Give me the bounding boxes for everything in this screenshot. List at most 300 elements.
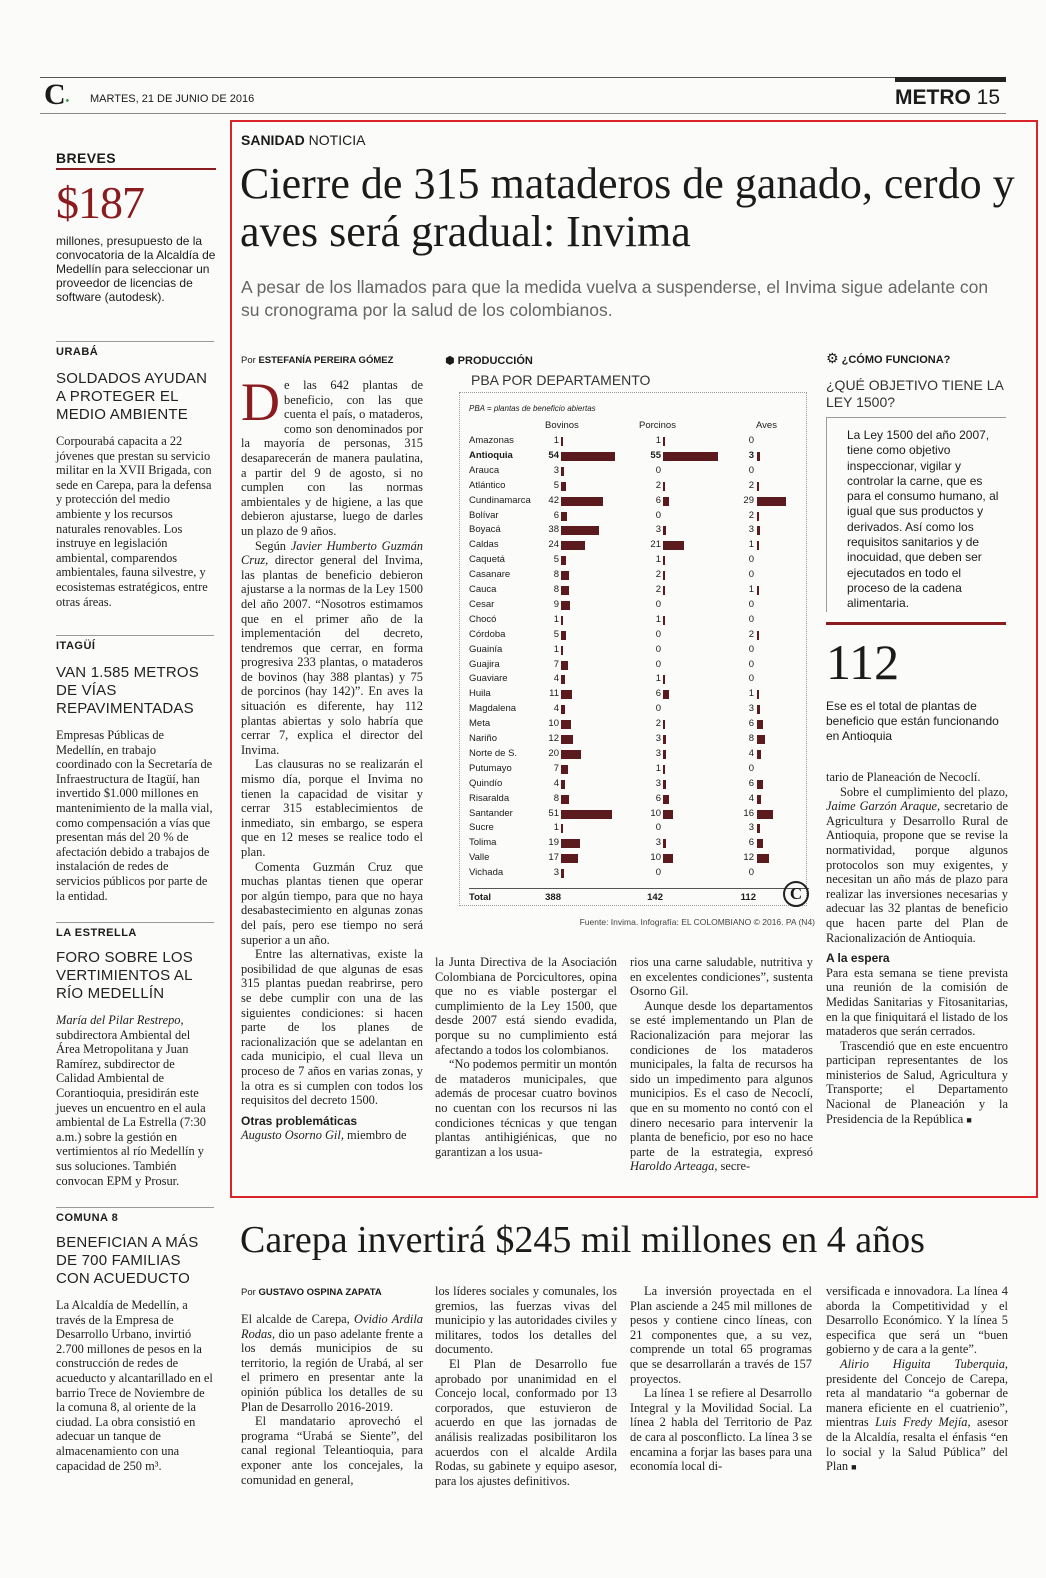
chart-row bbox=[469, 523, 809, 538]
bar-aves bbox=[757, 839, 763, 848]
chart-row bbox=[469, 658, 809, 673]
value-label: 5 bbox=[553, 554, 559, 566]
value-label: 11 bbox=[549, 688, 559, 700]
second-c2-p2: El Plan de Desarrollo fue aprobado por unanimidad en el Concejo local, conformado por 13 corporados, que estuvieron de acuerdo en que las jornadas de análisis realizadas posibilitaron los acuerdos con el alcalde Ardila Rodas, su gabinete y equipo asesor, para los ajustes definitivos. bbox=[435, 1356, 617, 1488]
brief-body: Empresas Públicas de Medellín, en trabajo coordinado con la Secretaría de Infraestructura de Itagüí, han invertido $1.000 millones en mantenimiento de la malla vial, como compensación a vías que presentan más del 20 % de afectación debido a trabajos de instalación de redes de servicios públicos por parte de la entidad. bbox=[56, 728, 213, 903]
como-funciona-answer: La Ley 1500 del año 2007, tiene como objetivo inspeccionar, vigilar y controlar la carne, que es para el consumo humano, al igual que sus productos y derivados. Así como los requisitos sanitarios y de inocuidad, que deben ser ejecutados en todo el proceso de la cadena alimentaria. bbox=[826, 417, 1006, 612]
name-italic: Augusto Osorno Gil, bbox=[241, 1128, 344, 1143]
bar-porcinos bbox=[663, 556, 665, 565]
value-label: 1 bbox=[553, 613, 559, 625]
value-label: 4 bbox=[553, 777, 559, 789]
value-label: 10 bbox=[650, 852, 661, 864]
row-label: Caldas bbox=[469, 539, 499, 551]
bar-porcinos bbox=[663, 526, 666, 535]
bar-bovinos bbox=[561, 824, 563, 833]
value-label: 2 bbox=[655, 479, 661, 491]
brief-headline: SOLDADOS AYUDAN A PROTEGER EL MEDIO AMBIENTE bbox=[56, 370, 208, 423]
bar-bovinos bbox=[561, 556, 566, 565]
name-italic: Alirio Higuita Tuberquia, bbox=[840, 1356, 1008, 1371]
bar-porcinos bbox=[663, 616, 665, 625]
chart-row bbox=[469, 732, 809, 747]
byline-name: ESTEFANÍA PEREIRA GÓMEZ bbox=[258, 355, 394, 366]
issue-date: MARTES, 21 DE JUNIO DE 2016 bbox=[90, 93, 255, 105]
bar-aves bbox=[757, 541, 759, 550]
chart-row bbox=[469, 449, 809, 464]
value-label: 5 bbox=[553, 479, 559, 491]
bar-bovinos bbox=[561, 854, 578, 863]
value-label: 1 bbox=[655, 613, 661, 625]
bar-bovinos bbox=[561, 839, 580, 848]
value-label: 3 bbox=[655, 524, 661, 536]
name-italic: Javier Humberto Guzmán Cruz, bbox=[241, 538, 423, 568]
value-label: 0 bbox=[748, 613, 754, 625]
main-deck: A pesar de los llamados para que la medida vuelva a suspenderse, el Invima sigue adelante con su cronograma por la salud de los colombianos. bbox=[241, 277, 989, 320]
bar-porcinos bbox=[663, 452, 718, 461]
row-label: Cesar bbox=[469, 598, 495, 610]
brief-body-text: subdirectora Ambiental del Área Metropolitana y Juan Ramírez, subdirector de Calidad Ambiental de Corantioquia, presidirán este jueves un encuentro en el aula ambiental de La Estrella (7:30 a.m.) sobre la gestión en vertimientos al río Medellín y sus soluciones. También convocan EPM y Prosur. bbox=[56, 1027, 207, 1188]
chart-note: PBA = plantas de beneficio abiertas bbox=[469, 404, 596, 413]
chart-row bbox=[469, 762, 809, 777]
chart-source: Fuente: Invima. Infografía: EL COLOMBIANO © 2016. PA (N4) bbox=[579, 917, 815, 927]
chart-row bbox=[469, 583, 809, 598]
value-label: 4 bbox=[748, 792, 754, 804]
value-label: 12 bbox=[743, 852, 754, 864]
bar-porcinos bbox=[663, 482, 665, 491]
row-label: Bolívar bbox=[469, 509, 499, 521]
bar-bovinos bbox=[561, 735, 573, 744]
value-label: 1 bbox=[553, 822, 559, 834]
bar-porcinos bbox=[663, 675, 665, 684]
chart-row bbox=[469, 792, 809, 807]
chart-row bbox=[469, 643, 809, 658]
brief-kicker: COMUNA 8 bbox=[56, 1212, 119, 1224]
bar-aves bbox=[757, 720, 763, 729]
bar-aves bbox=[757, 452, 760, 461]
bar-porcinos bbox=[663, 720, 665, 729]
row-label: Chocó bbox=[469, 613, 497, 625]
value-label: 6 bbox=[748, 718, 754, 730]
value-label: 1 bbox=[655, 435, 661, 446]
chart-row bbox=[469, 866, 809, 881]
elcolombiano-logo: C bbox=[783, 881, 809, 907]
col1-p5: Entre las alternativas, existe la posibilidad de que algunas de esas 315 plantas puedan reabrirse, pero se debe cumplir con una de las siguientes condiciones: si hacen parte de los planes de racionalización que se adelantan en cada municipio, el cual lleva un proceso de 7 años en varias zonas, y la otra es si cumplen con todos los requisitos del decreto 1500. bbox=[241, 947, 423, 1108]
value-label: 2 bbox=[748, 479, 754, 491]
row-label: Cundinamarca bbox=[469, 494, 531, 506]
gears-icon: ⚙ bbox=[826, 350, 839, 366]
brief-body: La Alcaldía de Medellín, a través de la Empresa de Desarrollo Urbano, invirtió 2.700 millones de pesos en la construcción de redes de acueducto y alcantarillado en el barrio Trece de Noviembre de la comuna 8, al oriente de la ciudad. La obra consistió en adecuar un tanque de almacenamiento con una capacidad de 250 m³. bbox=[56, 1298, 213, 1473]
value-label: 7 bbox=[553, 658, 559, 670]
col1-p1: e las 642 plantas de beneficio, con las que cuenta el país, o mataderos, como son denominados por la mayoría de personas, 315 desaparecerán de manera paulatina, a partir del 9 de agosto, si no cumplen con las normas ambientales y de higiene, a las que debieron ajustarse, luego de darles un plazo de 9 años. bbox=[241, 378, 423, 538]
value-label: 6 bbox=[655, 494, 661, 506]
chart-rows bbox=[469, 434, 809, 884]
bar-aves bbox=[757, 586, 759, 595]
bar-bovinos bbox=[561, 705, 565, 714]
value-label: 1 bbox=[748, 539, 754, 551]
value-label: 2 bbox=[748, 628, 754, 640]
chart-production bbox=[445, 354, 815, 942]
row-label: Risaralda bbox=[469, 792, 510, 804]
value-label: 6 bbox=[655, 688, 661, 700]
series-header-bovinos: Bovinos bbox=[545, 420, 579, 431]
brief-kicker: ITAGÜÍ bbox=[56, 640, 96, 652]
row-label: Sucre bbox=[469, 822, 494, 834]
main-byline bbox=[241, 355, 393, 366]
value-label: 0 bbox=[655, 822, 661, 834]
bar-porcinos bbox=[663, 690, 669, 699]
value-label: 4 bbox=[553, 703, 559, 715]
chart-row bbox=[469, 687, 809, 702]
bar-bovinos bbox=[561, 601, 570, 610]
bar-bovinos bbox=[561, 720, 571, 729]
byline-name: GUSTAVO OSPINA ZAPATA bbox=[258, 1287, 382, 1298]
second-col-2 bbox=[435, 1284, 617, 1488]
bar-porcinos bbox=[663, 765, 665, 774]
story-kicker bbox=[241, 132, 365, 148]
como-funciona-question: ¿QUÉ OBJETIVO TIENE LA LEY 1500? bbox=[826, 377, 1004, 410]
row-label: Caquetá bbox=[469, 554, 505, 566]
row-label: Tolima bbox=[469, 837, 497, 849]
value-label: 3 bbox=[748, 703, 754, 715]
bar-bovinos bbox=[561, 646, 563, 655]
breves-label: BREVES bbox=[56, 150, 116, 166]
masthead-rule bbox=[40, 113, 1006, 114]
value-label: 54 bbox=[548, 449, 559, 461]
breves-rule bbox=[56, 168, 216, 170]
value-label: 0 bbox=[748, 569, 754, 581]
value-label: 4 bbox=[748, 747, 754, 759]
name-italic: Luis Fredy Mejía, bbox=[875, 1415, 971, 1430]
brief-uraba bbox=[56, 341, 214, 609]
value-label: 7 bbox=[553, 762, 559, 774]
chart-title: ⬢ PRODUCCIÓN bbox=[445, 355, 533, 367]
bar-bovinos bbox=[561, 482, 566, 491]
second-c2-p1: los líderes sociales y comunales, los gremios, las fuerzas vivas del municipio y las autoridades civiles y militares, todos los detalles del documento. bbox=[435, 1284, 617, 1357]
value-label: 0 bbox=[655, 628, 661, 640]
value-label: 9 bbox=[553, 598, 559, 610]
bar-bovinos bbox=[561, 571, 569, 580]
row-label: Guajira bbox=[469, 658, 500, 670]
bar-porcinos bbox=[663, 810, 673, 819]
value-label: 21 bbox=[650, 539, 661, 551]
value-label: 38 bbox=[548, 524, 559, 536]
brief-la-estrella bbox=[56, 922, 214, 1188]
bar-bovinos bbox=[561, 675, 565, 684]
value-label: 2 bbox=[655, 569, 661, 581]
value-label: 0 bbox=[655, 509, 661, 521]
value-label: 1 bbox=[655, 554, 661, 566]
row-label: Santander bbox=[469, 807, 513, 819]
chart-row bbox=[469, 538, 809, 553]
chart-subtitle: PBA POR DEPARTAMENTO bbox=[471, 372, 651, 388]
como-funciona-box bbox=[826, 350, 1006, 612]
brief-kicker: LA ESTRELLA bbox=[56, 927, 137, 939]
chart-row bbox=[469, 821, 809, 836]
stat-text: Ese es el total de plantas de beneficio que están funcionando en Antioquia bbox=[826, 699, 999, 743]
chart-row bbox=[469, 553, 809, 568]
bar-bovinos bbox=[561, 765, 568, 774]
second-c3-p1: La inversión proyectada en el Plan asciende a 245 mil millones de pesos y contiene cinco líneas, con 21 componentes que, a su vez, comprende un total 65 programas que se desarrollarán a través de 157 proyectos. bbox=[630, 1284, 812, 1386]
series-header-porcinos: Porcinos bbox=[639, 420, 676, 431]
bar-aves bbox=[757, 735, 765, 744]
value-label: 8 bbox=[553, 584, 559, 595]
value-label: 8 bbox=[553, 569, 559, 581]
value-label: 20 bbox=[548, 747, 559, 759]
row-label: Valle bbox=[469, 852, 490, 864]
chart-row bbox=[469, 628, 809, 643]
chart-row bbox=[469, 494, 809, 509]
bar-aves bbox=[757, 631, 759, 640]
bar-porcinos bbox=[663, 497, 669, 506]
chart-row bbox=[469, 509, 809, 524]
bar-bovinos bbox=[561, 586, 569, 595]
value-label: 10 bbox=[548, 718, 559, 730]
row-label: Córdoba bbox=[469, 628, 506, 640]
brief-itagui bbox=[56, 635, 214, 903]
row-label: Boyacá bbox=[469, 524, 501, 536]
value-label: 1 bbox=[553, 643, 559, 655]
bar-bovinos bbox=[561, 869, 564, 878]
bar-bovinos bbox=[561, 690, 572, 699]
value-label: 3 bbox=[748, 524, 754, 536]
bar-bovinos bbox=[561, 452, 615, 461]
col2-p1: la Junta Directiva de la Asociación Colombiana de Porcicultores, opina que no es viable postergar el cumplimiento de la Ley 1500, que desde 2007 está siendo evadida, porque su no cumplimiento está afectando a todos los colombianos. bbox=[435, 955, 617, 1057]
chart-row bbox=[469, 568, 809, 583]
subhead-otras: Otras problemáticas bbox=[241, 1113, 358, 1128]
value-label: 16 bbox=[743, 807, 754, 819]
second-headline: Carepa invertirá $245 mil millones en 4 años bbox=[240, 1219, 925, 1261]
bar-aves bbox=[757, 780, 763, 789]
value-label: 5 bbox=[553, 628, 559, 640]
value-label: 3 bbox=[655, 777, 661, 789]
value-label: 3 bbox=[655, 733, 661, 744]
value-label: 0 bbox=[748, 867, 754, 879]
bar-aves bbox=[757, 497, 786, 506]
value-label: 1 bbox=[655, 762, 661, 774]
row-label: Guaviare bbox=[469, 673, 508, 685]
brief-headline: BENEFICIAN A MÁS DE 700 FAMILIAS CON ACUEDUCTO bbox=[56, 1234, 199, 1287]
second-col-1: El alcalde de Carepa, Ovidio Ardila Rodas, dio un paso adelante frente a los demás municipios de su territorio, la región de Urabá, al ser el primero en presentar ante la opinión pública los detalles de su Plan de Desarrollo 2016-2019. El mandatario aprovechó el programa “Urabá se Siente”, del canal regional Teleantioquia, para exponer ante los concejales, la comunidad en general, bbox=[241, 1312, 424, 1487]
brief-italic-name: María del Pilar Restrepo, bbox=[56, 1013, 184, 1027]
name-italic: Haroldo Arteaga, bbox=[630, 1159, 718, 1174]
brief-body bbox=[56, 1013, 214, 1188]
value-label: 2 bbox=[655, 584, 661, 595]
second-byline bbox=[241, 1287, 382, 1298]
value-label: 1 bbox=[655, 673, 661, 685]
page-number: 15 bbox=[976, 86, 1001, 109]
chart-row bbox=[469, 836, 809, 851]
main-col-4: tario de Planeación de Necoclí. Sobre el cumplimiento del plazo, Jaime Garzón Araque, secretario de Agricultura y Desarrollo Rural de Antioquia, propone que se revise la normatividad, porque algunos protocolos son muy exigentes, y necesitan un año más de plazo para realizar las inversiones necesarias y adecuar las 32 plantas de beneficio que hacen parte del Plan de Racionalización de Antioquia. A la espera Para esta semana se tiene prevista una reunión de la comisión de Medidas Sanitarias y Fitosanitarias, en la que finiquitará el listado de los mataderos que serán cerrados. Trascendió que en este encuentro participan representantes de los ministerios de Salud, Agricultura y Transporte; el Departamento Nacional de Planeación y la Presidencia de la República ■ bbox=[826, 770, 1009, 1126]
story-section: SANIDAD bbox=[241, 132, 305, 148]
value-label: 2 bbox=[655, 718, 661, 730]
value-label: 3 bbox=[553, 464, 559, 476]
bar-porcinos bbox=[663, 586, 665, 595]
value-label: 4 bbox=[553, 673, 559, 685]
breves-column bbox=[56, 150, 216, 304]
value-label: 0 bbox=[748, 554, 754, 566]
bar-bovinos bbox=[561, 810, 612, 819]
bar-bovinos bbox=[561, 795, 569, 804]
col3-p1: rios una carne saludable, nutritiva y en excelentes condiciones”, sustenta Osorno Gil. bbox=[630, 955, 813, 999]
bar-aves bbox=[757, 854, 769, 863]
second-c4-p1: versificada e innovadora. La línea 4 aborda la Competitividad y el Desarrollo Económico. Y la línea 5 especifica que será un “buen gobierno y de cara a la gente”. bbox=[826, 1284, 1008, 1357]
stat-box bbox=[826, 622, 1006, 744]
byline-prefix: Por bbox=[241, 355, 256, 366]
row-label: Antioquia bbox=[469, 449, 513, 461]
bar-aves bbox=[757, 824, 760, 833]
value-label: 3 bbox=[655, 747, 661, 759]
bar-porcinos bbox=[663, 437, 665, 446]
bar-porcinos bbox=[663, 780, 666, 789]
value-label: 3 bbox=[655, 837, 661, 849]
value-label: 0 bbox=[748, 643, 754, 655]
value-label: 0 bbox=[748, 598, 754, 610]
antioquia-map-icon: ⬢ bbox=[445, 355, 455, 367]
chart-row bbox=[469, 851, 809, 866]
main-col-2 bbox=[435, 955, 617, 1159]
value-label: 2 bbox=[748, 509, 754, 521]
value-label: 51 bbox=[548, 807, 559, 819]
chart-row bbox=[469, 702, 809, 717]
name-italic: Jaime Garzón Araque, bbox=[826, 799, 941, 814]
value-label: 17 bbox=[548, 852, 559, 864]
bar-bovinos bbox=[561, 512, 567, 521]
bar-bovinos bbox=[561, 750, 581, 759]
chart-row bbox=[469, 747, 809, 762]
chart-row bbox=[469, 613, 809, 628]
row-label: Meta bbox=[469, 718, 491, 730]
brief-comuna-8 bbox=[56, 1207, 214, 1473]
row-label: Cauca bbox=[469, 584, 497, 595]
row-label: Amazonas bbox=[469, 435, 514, 446]
brief-body: Corpourabá capacita a 22 jóvenes que prestan su servicio militar en la XVII Brigada, con sede en Carepa, para la defensa y protección del medio ambiente y los recursos naturales renovables. Los instruye en legislación ambiental, comparendos ambientales, fauna silvestre, y ecosistemas estratégicos, entre otras áreas. bbox=[56, 434, 212, 609]
row-label: Arauca bbox=[469, 464, 500, 476]
chart-row bbox=[469, 479, 809, 494]
row-label: Norte de S. bbox=[469, 747, 518, 759]
value-label: 1 bbox=[748, 584, 754, 595]
col4-p3: Para esta semana se tiene prevista una reunión de la comisión de Medidas Sanitarias y Fitosanitarias, en la que finiquitará el listado de los mataderos que serán cerrados. bbox=[826, 965, 1008, 1039]
value-label: 3 bbox=[748, 822, 754, 834]
value-label: 55 bbox=[650, 449, 661, 461]
value-label: 6 bbox=[655, 792, 661, 804]
bar-aves bbox=[757, 482, 759, 491]
newspaper-logo: C• bbox=[44, 78, 70, 111]
drop-cap: D bbox=[241, 372, 280, 432]
total-value: 388 bbox=[545, 892, 561, 903]
value-label: 12 bbox=[548, 733, 559, 744]
bar-bovinos bbox=[561, 780, 565, 789]
row-label: Huila bbox=[469, 688, 491, 700]
total-value: 142 bbox=[647, 892, 663, 903]
value-label: 3 bbox=[553, 867, 559, 879]
col1-p4: Comenta Guzmán Cruz que muchas plantas tienen que operar por algún tiempo, para que no haya desabastecimiento en algunas zonas del país, pero ese tiempo no será superior a un año. bbox=[241, 859, 423, 947]
top-rule bbox=[40, 77, 1006, 78]
value-label: 0 bbox=[748, 673, 754, 685]
value-label: 0 bbox=[655, 464, 661, 476]
subhead-espera: A la espera bbox=[826, 951, 890, 966]
value-label: 0 bbox=[655, 867, 661, 879]
row-label: Vichada bbox=[469, 867, 504, 879]
row-label: Magdalena bbox=[469, 703, 517, 715]
bar-aves bbox=[757, 512, 759, 521]
value-label: 8 bbox=[748, 733, 754, 744]
row-label: Guainía bbox=[469, 643, 503, 655]
value-label: 3 bbox=[748, 449, 754, 461]
brief-headline: VAN 1.585 METROS DE VÍAS REPAVIMENTADAS bbox=[56, 664, 199, 717]
breves-big-number: $187 bbox=[56, 177, 144, 228]
value-label: 6 bbox=[553, 509, 559, 521]
breves-big-number-text: millones, presupuesto de la convocatoria de la Alcaldía de Medellín para seleccionar un proveedor de licencias de software (autodesk). bbox=[56, 234, 216, 304]
value-label: 1 bbox=[748, 688, 754, 700]
second-col-4: versificada e innovadora. La línea 4 aborda la Competitividad y el Desarrollo Económico. Y la línea 5 especifica que será un “buen gobierno y de cara a la gente”. Alirio Higuita Tuberquia, presidente del Concejo de Carepa, reta al mandatario “a gobernar de manera eficiente en el cuatrienio”, mientras Luis Fredy Mejía, asesor de la Alcaldía, resalta el énfasis “en lo social y la Salud Pública” del Plan ■ bbox=[826, 1284, 1008, 1474]
stat-number: 112 bbox=[826, 634, 900, 690]
row-label: Atlántico bbox=[469, 479, 506, 491]
value-label: 1 bbox=[553, 435, 559, 446]
col2-p2: “No podemos permitir un montón de mataderos municipales, que además de procesar cuatro bovinos no cuentan con los recursos ni las condiciones técnicas y que tengan plantas antihigiénicas, que no garantizan a los usua- bbox=[435, 1057, 617, 1159]
row-label: Casanare bbox=[469, 569, 511, 581]
total-value: 112 bbox=[740, 892, 756, 903]
story-type: NOTICIA bbox=[308, 132, 366, 148]
bar-aves bbox=[757, 750, 761, 759]
byline-prefix: Por bbox=[241, 1287, 256, 1298]
value-label: 29 bbox=[743, 494, 754, 506]
bar-porcinos bbox=[663, 839, 666, 848]
chart-row bbox=[469, 598, 809, 613]
value-label: 0 bbox=[655, 643, 661, 655]
value-label: 0 bbox=[655, 658, 661, 670]
second-col-3 bbox=[630, 1284, 812, 1474]
main-col-3: rios una carne saludable, nutritiva y en excelentes condiciones”, sustenta Osorno Gil. Aunque desde los departamentos se esté implementando un Plan de Racionalización para mejorar las condiciones de los mataderos municipales, la falta de recursos ha sido un impedimento para algunos municipios. Es el caso de Necoclí, que en su momento no contó con el dinero necesario para intervenir la planta de beneficio, por eso no hace parte de la estrategia, expresó Haroldo Arteaga, secre- bbox=[630, 955, 813, 1174]
value-label: 0 bbox=[655, 703, 661, 715]
main-col-1: De las 642 plantas de beneficio, con las que cuenta el país, o mataderos, como son denominados por la mayoría de personas, 315 desaparecerán de manera paulatina, a partir del 9 de agosto, si no cumplen con las normas ambientales y de higiene, a las que debieron ajustarse, luego de darles un plazo de 9 años. Según Javier Humberto Guzmán Cruz, director general del Invima, las plantas de beneficio debieron ajustarse a la normas de la Ley 1500 del año 2007. “Nosotros estimamos que en el primer año de la implementación del decreto, tendremos que cerrar, en forma progresiva 233 plantas, o mataderos de bovinos (hay 388 plantas) y 75 de porcinos (hay 142)”. En aves la situación es diferente, hay 112 plantas abiertas y solo habría que cerrar 7, explica el director del Invima. Las clausuras no se realizarán el mismo día, porque el Invima no tienen la capacidad de visitar y cerrar 315 establecimientos de inmediato, sin embargo, se espera que en 12 meses se realice todo el plan. Comenta Guzmán Cruz que muchas plantas tienen que operar por algún tiempo, para que no haya desabastecimiento en algunas zonas del país, pero ese tiempo no será superior a un año. Entre las alternativas, existe la posibilidad de que algunas de esas 315 plantas puedan reabrirse, pero se debe cumplir con una de las siguientes condiciones: si hacen parte de los planes de racionalización que se adelantan en cada municipio, el cual lleva un proceso de 7 años en varias zonas, y la otra es si cumplen con todos los requisitos del decreto 1500. Otras problemáticas Augusto Osorno Gil, miembro de bbox=[241, 372, 423, 1143]
chart-row bbox=[469, 717, 809, 732]
value-label: 42 bbox=[548, 494, 559, 506]
bar-aves bbox=[757, 690, 759, 699]
bar-aves bbox=[757, 810, 773, 819]
total-label: Total bbox=[469, 892, 491, 903]
bar-bovinos bbox=[561, 616, 563, 625]
bar-porcinos bbox=[663, 854, 673, 863]
bar-bovinos bbox=[561, 437, 563, 446]
main-headline: Cierre de 315 mataderos de ganado, cerdo y aves será gradual: Invima bbox=[240, 159, 1015, 256]
second-c3-p2: La línea 1 se refiere al Desarrollo Integral y la Movilidad Social. La línea 2 habla del Territorio de Paz de cara al posconflicto. La línea 3 se encamina a forjar las bases para una economía local di- bbox=[630, 1386, 812, 1474]
value-label: 0 bbox=[748, 658, 754, 670]
bar-bovinos bbox=[561, 526, 599, 535]
chart-total-row bbox=[469, 888, 809, 905]
second-c1-p2: El mandatario aprovechó el programa “Urabá se Siente”, del canal regional Teleantioquia, para exponer ante los concejales, la comunidad en general, bbox=[241, 1414, 423, 1487]
value-label: 0 bbox=[748, 435, 754, 446]
row-label: Quindío bbox=[469, 777, 503, 789]
section-page bbox=[895, 86, 1000, 110]
bar-porcinos bbox=[663, 735, 666, 744]
bar-bovinos bbox=[561, 497, 603, 506]
value-label: 10 bbox=[650, 807, 661, 819]
value-label: 6 bbox=[748, 777, 754, 789]
col1-p3: Las clausuras no se realizarán el mismo día, porque el Invima no tienen la capacidad de visitar y cerrar 315 establecimientos de inmediato, sin embargo, se espera que en 12 meses se realice todo el plan. bbox=[241, 757, 423, 859]
section-tab-bar bbox=[895, 77, 1006, 82]
bar-porcinos bbox=[663, 750, 666, 759]
bar-porcinos bbox=[663, 541, 684, 550]
brief-kicker: URABÁ bbox=[56, 346, 99, 358]
bar-bovinos bbox=[561, 661, 568, 670]
value-label: 0 bbox=[748, 464, 754, 476]
value-label: 8 bbox=[553, 792, 559, 804]
value-label: 19 bbox=[548, 837, 559, 849]
chart-row bbox=[469, 777, 809, 792]
row-label: Nariño bbox=[469, 733, 497, 744]
bar-bovinos bbox=[561, 467, 564, 476]
col4-p1: tario de Planeación de Necoclí. bbox=[826, 770, 981, 784]
section-name: METRO bbox=[895, 86, 971, 109]
